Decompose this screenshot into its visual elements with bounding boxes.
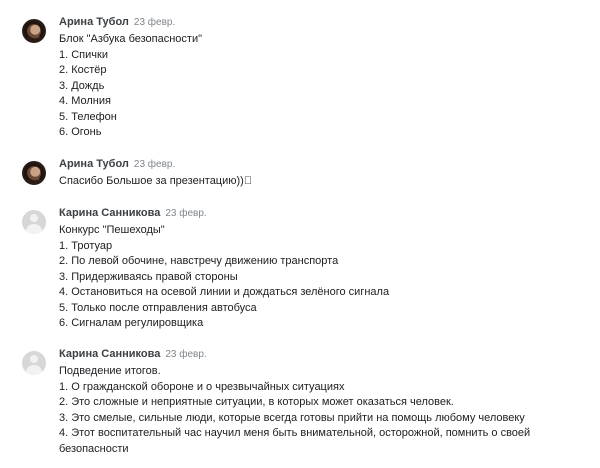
comment-author[interactable]: Карина Санникова (59, 207, 161, 219)
comment-line: безопасности (59, 442, 129, 455)
comment-line: 4. Остановиться на осевой линии и дождаться зелёного сигнала (59, 286, 390, 298)
comment-body (59, 174, 589, 190)
comment-author[interactable]: Арина Тубол (59, 158, 129, 170)
default-user-avatar[interactable] (22, 210, 46, 234)
default-user-avatar[interactable] (22, 351, 46, 375)
user-photo-avatar[interactable] (22, 19, 46, 43)
comment-line: 3. Придерживаясь правой стороны (59, 270, 238, 283)
comment-body (59, 223, 589, 332)
comment-line: Конкурс "Пешеходы" (59, 224, 165, 236)
comment-line: 4. Этот воспитательный час научил меня быть внимательной, осторожной, помнить о своей (59, 427, 531, 439)
comment-line: 1. О гражданской обороне и о чрезвычайных ситуациях (59, 380, 345, 393)
comment-line: 2. По левой обочине, навстречу движению транспорта (59, 255, 339, 267)
comment-header (59, 155, 175, 171)
comment-header (59, 345, 207, 361)
comment-line: 3. Это смелые, сильные люди, которые всегда готовы прийти на помощь любому человеку (59, 411, 525, 424)
comment-date: 23 февр. (165, 349, 207, 360)
comment-date: 23 февр. (133, 159, 176, 170)
comment-line: 6. Огонь (59, 126, 102, 138)
comment-line: 6. Сигналам регулировщика (59, 317, 204, 329)
comment-line: 2. Костёр (59, 64, 107, 76)
comment-line: Подведение итогов. (59, 365, 161, 377)
comment-date: 23 февр. (165, 208, 207, 219)
comment-line: 5. Только после отправления автобуса (59, 301, 257, 314)
comment-date: 23 февр. (133, 17, 176, 28)
comment-header (59, 13, 175, 29)
comment-line: Блок "Азбука безопасности" (59, 33, 203, 45)
comment-line: 5. Телефон (59, 110, 117, 123)
comment-line: Спасибо Большое за презентацию))􀀀 (59, 175, 253, 187)
comment-author[interactable]: Карина Санникова (59, 348, 161, 360)
comment-author[interactable]: Арина Тубол (59, 16, 129, 28)
comment-header (59, 204, 207, 220)
comment-body (59, 32, 589, 141)
comment-line: 3. Дождь (59, 79, 105, 92)
comment-line: 4. Молния (59, 95, 111, 107)
comment-line: 1. Спички (59, 48, 108, 61)
comment-body (59, 364, 589, 457)
comment-line: 1. Тротуар (59, 239, 113, 252)
user-photo-avatar[interactable] (22, 161, 46, 185)
comment-line: 2. Это сложные и неприятные ситуации, в которых может оказаться человек. (59, 396, 454, 408)
